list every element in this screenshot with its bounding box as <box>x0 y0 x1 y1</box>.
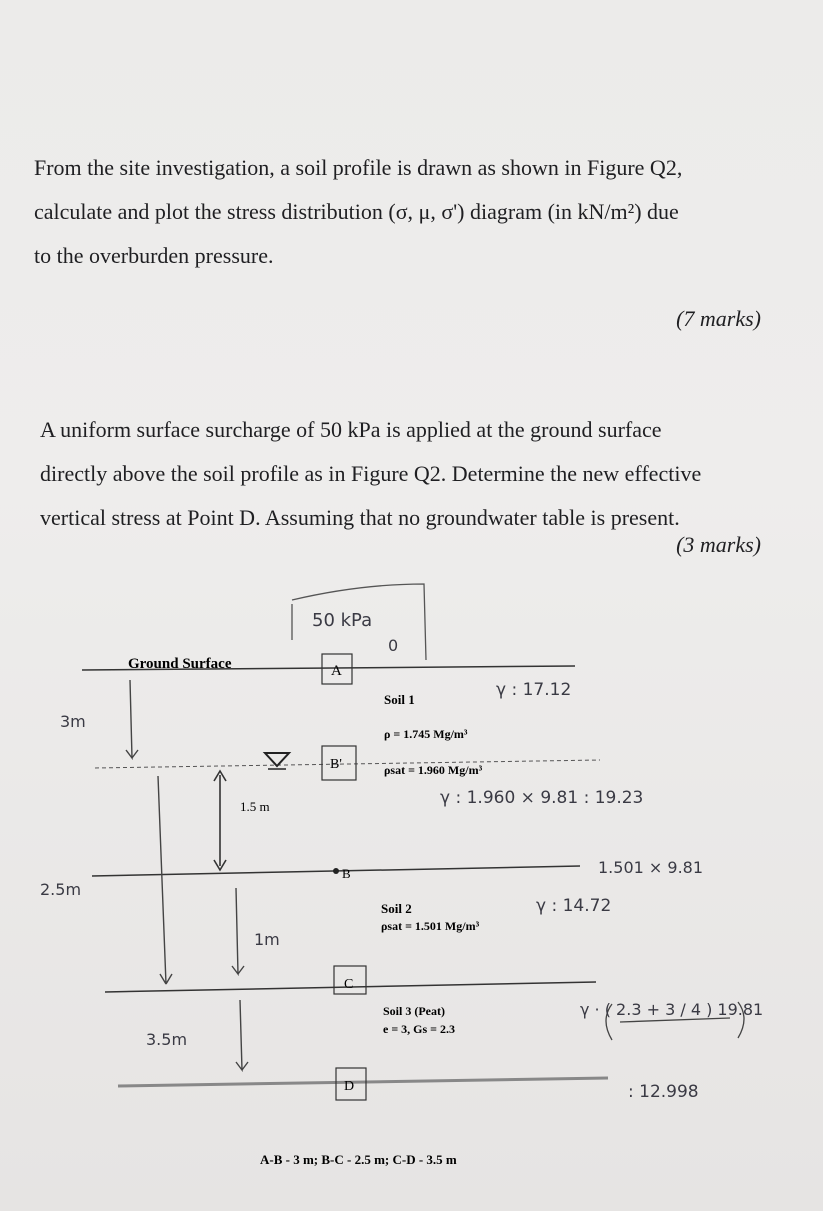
hand-gamma1: γ : 17.12 <box>496 680 572 700</box>
hand-gamma2-calc: 1.501 × 9.81 <box>598 858 704 877</box>
hand-depth-2-5m: 2.5m <box>40 880 82 899</box>
q2-line-3: vertical stress at Point D. Assuming that no groundwater table is present. <box>40 505 680 530</box>
water-table-icon <box>265 753 289 766</box>
point-b-label: B <box>342 866 351 881</box>
hand-surcharge: 50 kPa <box>312 610 373 631</box>
figure-caption: A-B - 3 m; B-C - 2.5 m; C-D - 3.5 m <box>260 1152 457 1167</box>
q1-line-3: to the overburden pressure. <box>34 243 274 268</box>
dim-3-5m-arrow <box>236 1000 248 1070</box>
point-a-label: A <box>331 663 342 679</box>
soil2-name: Soil 2 <box>381 901 412 916</box>
hand-depth-3m: 3m <box>60 712 86 731</box>
q1-marks: (7 marks) <box>676 306 761 331</box>
water-table-line <box>95 760 600 768</box>
q1-line-2: calculate and plot the stress distribution (σ, μ, σ') diagram (in kN/m²) due <box>34 199 679 224</box>
dim-3m-arrow <box>126 680 138 758</box>
hand-gamma3-result: : 12.998 <box>628 1082 699 1102</box>
hand-gamma-sat: γ : 1.960 × 9.81 : 19.23 <box>440 788 644 808</box>
soil3-name: Soil 3 (Peat) <box>383 1004 445 1018</box>
q2-line-1: A uniform surface surcharge of 50 kPa is applied at the ground surface <box>40 417 662 442</box>
ground-surface-label: Ground Surface <box>128 656 232 672</box>
soil2-rho-sat: ρsat = 1.501 Mg/m³ <box>381 919 480 933</box>
boundary-d-line <box>118 1078 608 1086</box>
q1-line-1: From the site investigation, a soil profile is drawn as shown in Figure Q2, <box>34 155 683 180</box>
q2-marks: (3 marks) <box>676 532 761 557</box>
soil1-rho: ρ = 1.745 Mg/m³ <box>384 727 468 741</box>
point-d-label: D <box>344 1079 355 1094</box>
point-b-dot <box>333 868 339 874</box>
dim-1m-arrow <box>232 888 244 974</box>
hand-gamma3: γ · ( 2.3 + 3 / 4 ) 19.81 <box>580 1000 764 1019</box>
hand-zero: 0 <box>388 636 399 655</box>
soil1-rho-sat: ρsat = 1.960 Mg/m³ <box>384 763 483 777</box>
soil1-name: Soil 1 <box>384 692 415 707</box>
q2-line-2: directly above the soil profile as in Figure Q2. Determine the new effective <box>40 461 702 486</box>
hand-gamma2: γ : 14.72 <box>536 896 612 916</box>
hand-depth-3-5m: 3.5m <box>146 1030 188 1049</box>
dim-1-5m-label: 1.5 m <box>240 799 270 814</box>
hand-depth-1m: 1m <box>254 930 280 949</box>
point-b-prime-label: B' <box>330 757 342 772</box>
soil3-props: e = 3, Gs = 2.3 <box>383 1022 456 1036</box>
point-c-label: C <box>344 977 354 992</box>
dim-2-5m-arrow <box>158 776 172 984</box>
